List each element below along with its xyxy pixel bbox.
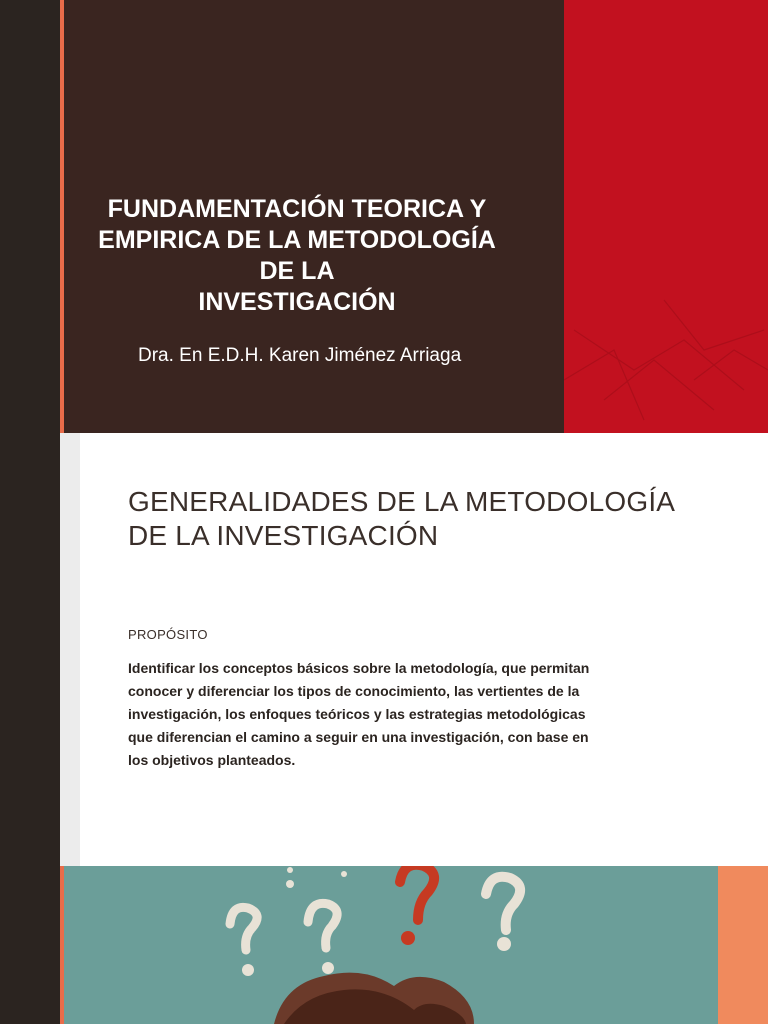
question-mark-dot-icon: [497, 937, 511, 951]
dot-icon: [287, 867, 293, 873]
purpose-line: Identificar los conceptos básicos sobre la metodología, que permitan: [128, 660, 590, 676]
network-lines-icon: [564, 0, 768, 433]
purpose-line: que diferencian el camino a seguir en una investigación, con base en: [128, 729, 589, 745]
title-line: EMPIRICA DE LA METODOLOGÍA: [98, 226, 496, 254]
question-marks-illustration: [64, 866, 718, 1024]
red-decorative-panel: [564, 0, 768, 433]
question-mark-icon: [308, 903, 337, 948]
left-dark-bar: [0, 866, 60, 1024]
author-name: Dra. En E.D.H. Karen Jiménez Arriaga: [138, 345, 462, 366]
dot-icon: [286, 880, 294, 888]
heading-line: GENERALIDADES DE LA METODOLOGÍA: [128, 486, 676, 517]
question-mark-icon: [230, 907, 257, 950]
presentation-title: [64, 194, 530, 318]
question-mark-icon: [486, 877, 520, 930]
section-heading: [128, 485, 728, 553]
purpose-text: [128, 657, 598, 772]
purpose-label: PROPÓSITO: [128, 627, 208, 642]
purpose-line: investigación, los enfoques teóricos y las estrategias metodológicas: [128, 706, 586, 722]
question-mark-dot-icon: [401, 931, 415, 945]
purpose-line: los objetivos planteados.: [128, 752, 296, 768]
head-hair-icon: [274, 973, 474, 1024]
left-dark-bar: [0, 433, 60, 866]
gray-stripe: [60, 433, 80, 866]
generalities-slide: [0, 433, 768, 866]
left-dark-bar: [0, 0, 60, 433]
question-mark-dot-icon: [242, 964, 254, 976]
title-line: DE LA: [259, 257, 335, 285]
orange-side-panel: [718, 866, 768, 1024]
title-line: FUNDAMENTACIÓN TEORICA Y: [107, 195, 487, 223]
question-mark-icon: [400, 866, 434, 920]
title-slide: [0, 0, 768, 433]
purpose-line: conocer y diferenciar los tipos de conocimiento, las vertientes de la: [128, 683, 580, 699]
title-line: INVESTIGACIÓN: [198, 288, 396, 316]
illustration-slide: [0, 866, 768, 1024]
dot-icon: [341, 871, 347, 877]
heading-line: DE LA INVESTIGACIÓN: [128, 520, 439, 551]
question-mark-dot-icon: [322, 962, 334, 974]
